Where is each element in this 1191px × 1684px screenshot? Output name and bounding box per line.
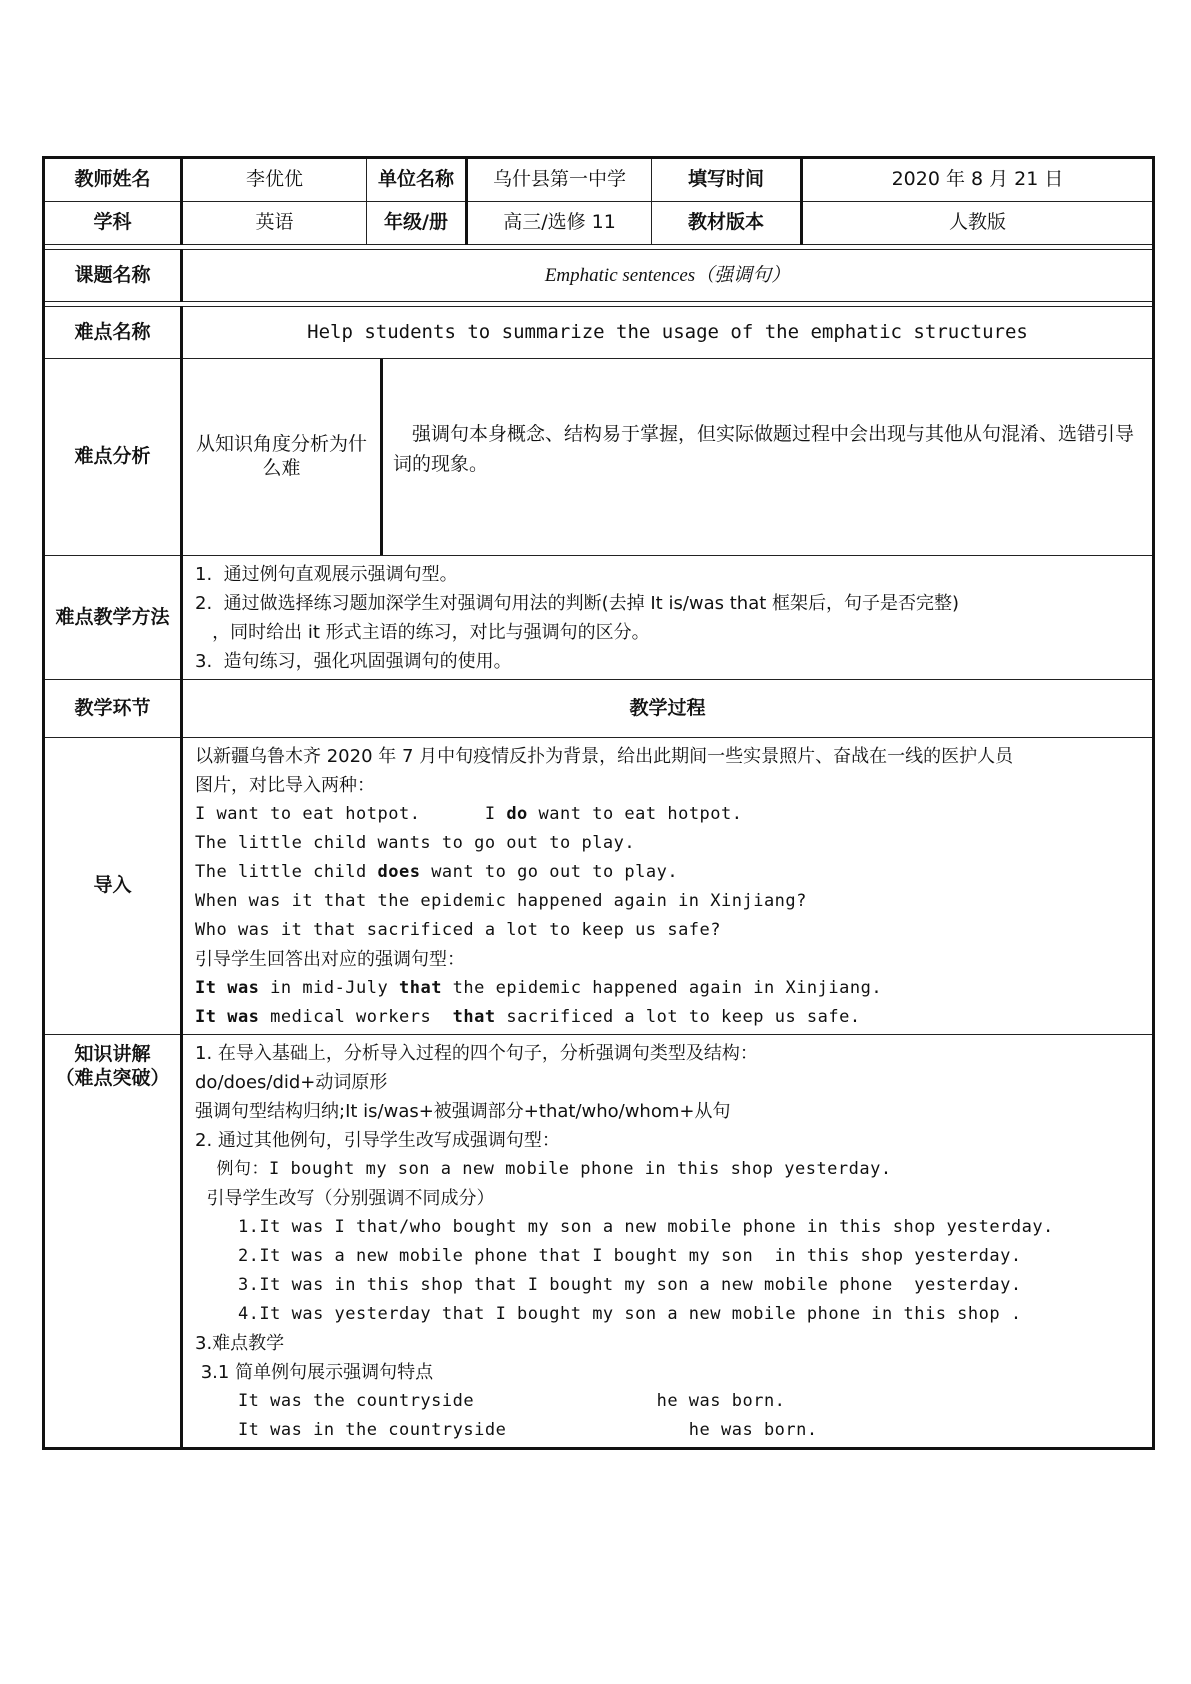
intro-line: 图片，对比导入两种： (195, 775, 375, 796)
knowledge-line: 1. 在导入基础上，分析导入过程的四个句子，分析强调句类型及结构： (195, 1043, 758, 1064)
header-row-2 (44, 202, 1154, 245)
unit-label: 单位名称 (367, 158, 467, 202)
analysis-label: 难点分析 (44, 359, 182, 556)
intro-line: The little child does want to go out to play. (195, 862, 679, 882)
knowledge-line: It was the countryside he was born. (195, 1391, 786, 1411)
intro-line: It was in mid-July that the epidemic happened again in Xinjiang. (195, 978, 883, 998)
knowledge-line: 3.1 简单例句展示强调句特点 (195, 1362, 434, 1383)
knowledge-sub-label: （难点突破） (55, 1066, 170, 1089)
topic-value: Emphatic sentences（强调句） (182, 250, 1154, 302)
knowledge-line: It was in the countryside he was born. (195, 1420, 818, 1440)
method-line: 3. 造句练习，强化巩固强调句的使用。 (195, 651, 512, 672)
analysis-row (44, 359, 1154, 556)
intro-line: The little child wants to go out to play. (195, 833, 636, 853)
knowledge-line: 3.难点教学 (195, 1333, 285, 1354)
textbook-value: 人教版 (802, 202, 1154, 245)
knowledge-row (44, 1035, 1154, 1449)
intro-label: 导入 (44, 738, 182, 1035)
knowledge-line: 2.It was a new mobile phone that I bought my son in this shop yesterday. (195, 1246, 1022, 1266)
header-row-1 (44, 158, 1154, 202)
grade-value: 高三/选修 11 (467, 202, 652, 245)
section-label: 教学环节 (44, 680, 182, 738)
difficulty-label: 难点名称 (44, 307, 182, 359)
analysis-sub-label: 从知识角度分析为什么难 (183, 359, 383, 555)
difficulty-value: Help students to summarize the usage of the emphatic structures (182, 307, 1154, 359)
process-label: 教学过程 (182, 680, 1154, 738)
knowledge-line: 1.It was I that/who bought my son a new mobile phone in this shop yesterday. (195, 1217, 1054, 1237)
date-label: 填写时间 (652, 158, 802, 202)
subject-value: 英语 (182, 202, 367, 245)
intro-row (44, 738, 1154, 1035)
fill-date: 2020 年 8 月 21 日 (802, 158, 1154, 202)
grade-label: 年级/册 (367, 202, 467, 245)
subject-label: 学科 (44, 202, 182, 245)
analysis-text: 强调句本身概念、结构易于掌握，但实际做题过程中会出现与其他从句混淆、选错引导词的现象。 (393, 423, 1135, 475)
lesson-plan-table (42, 156, 1155, 1450)
method-label: 难点教学方法 (44, 556, 182, 680)
topic-label: 课题名称 (44, 250, 182, 302)
intro-line: Who was it that sacrificed a lot to keep us safe? (195, 920, 722, 940)
knowledge-line: 3.It was in this shop that I bought my son a new mobile phone yesterday. (195, 1275, 1022, 1295)
knowledge-line: 4.It was yesterday that I bought my son a new mobile phone in this shop . (195, 1304, 1022, 1324)
method-line: 2. 通过做选择练习题加深学生对强调句用法的判断(去掉 It is/was that 框架后，句子是否完整) (195, 593, 960, 614)
textbook-label: 教材版本 (652, 202, 802, 245)
unit-name: 乌什县第一中学 (467, 158, 652, 202)
knowledge-line: 强调句型结构归纳;It is/was+被强调部分+that/who/whom+从句 (195, 1101, 731, 1122)
intro-line: 以新疆乌鲁木齐 2020 年 7 月中旬疫情反扑为背景，给出此期间一些实景照片、奋战在一线的医护人员 (195, 746, 1014, 767)
intro-line: I want to eat hotpot. I do want to eat hotpot. (195, 804, 743, 824)
section-header-row (44, 680, 1154, 738)
knowledge-line: do/does/did+动词原形 (195, 1072, 388, 1093)
intro-line: It was medical workers that sacrificed a lot to keep us safe. (195, 1007, 861, 1027)
method-row (44, 556, 1154, 680)
difficulty-row (44, 307, 1154, 359)
knowledge-line: 2. 通过其他例句，引导学生改写成强调句型： (195, 1130, 560, 1151)
knowledge-line: 引导学生改写（分别强调不同成分） (195, 1188, 495, 1209)
intro-line: 引导学生回答出对应的强调句型： (195, 949, 465, 970)
topic-row (44, 250, 1154, 302)
teacher-name: 李优优 (182, 158, 367, 202)
method-line: 1. 通过例句直观展示强调句型。 (195, 564, 458, 585)
knowledge-label: 知识讲解 (74, 1043, 151, 1065)
teacher-label: 教师姓名 (44, 158, 182, 202)
knowledge-line: 例句：I bought my son a new mobile phone in this shop yesterday. (195, 1159, 892, 1179)
method-line: ，同时给出 it 形式主语的练习，对比与强调句的区分。 (195, 622, 650, 643)
intro-line: When was it that the epidemic happened again in Xinjiang? (195, 891, 807, 911)
